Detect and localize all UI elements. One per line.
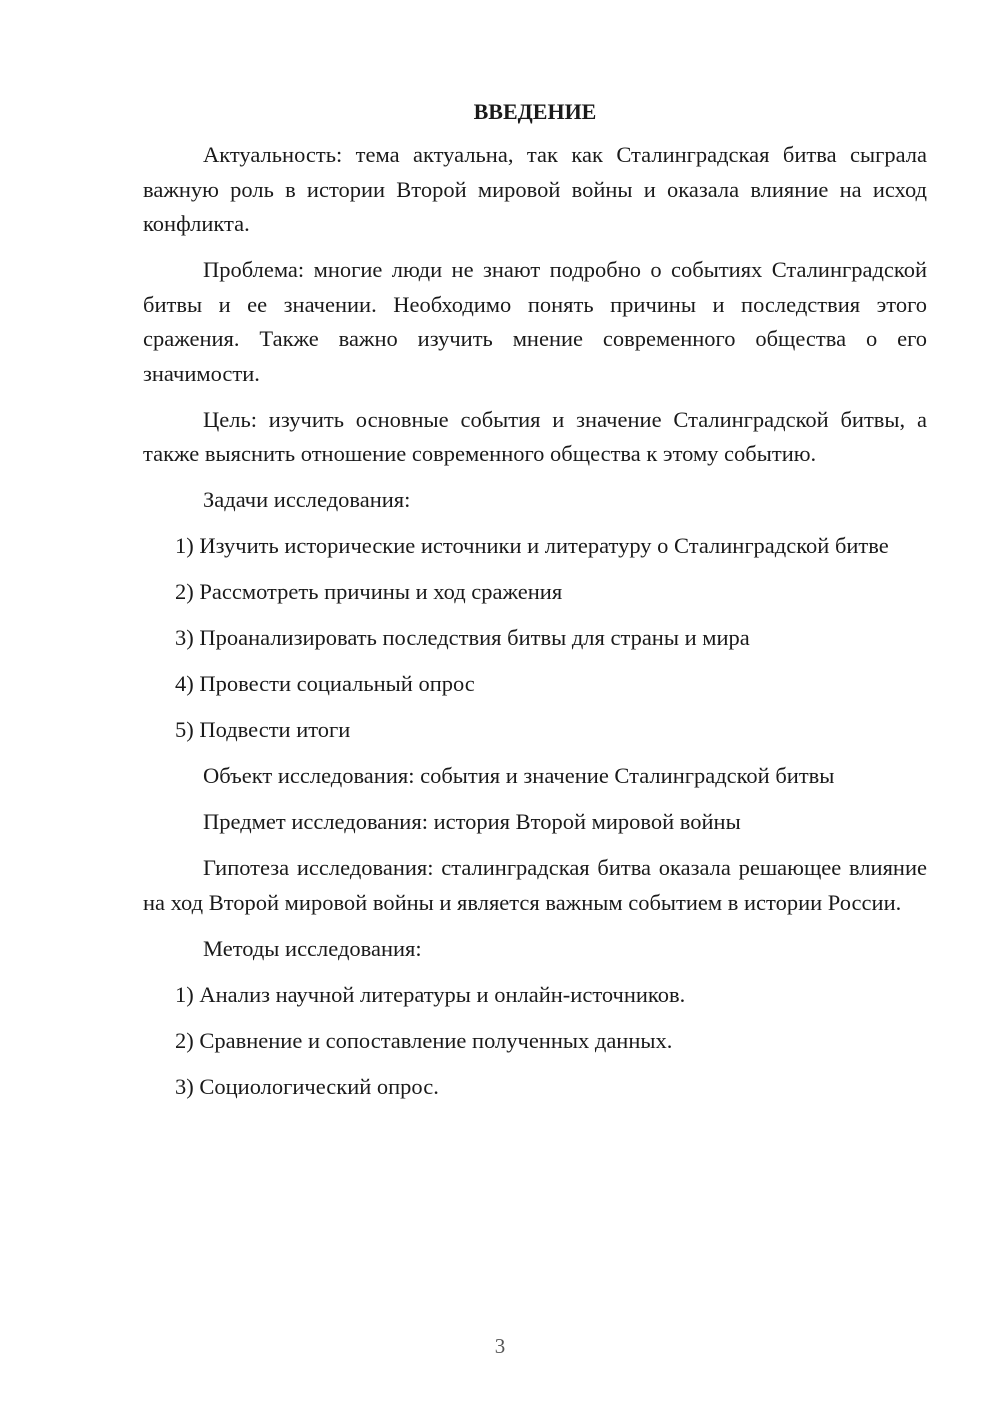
page-number: 3 (494, 1334, 506, 1358)
tasks-heading: Задачи исследования: (203, 487, 411, 512)
method-item-2: 2) Сравнение и сопоставление полученных данных. (175, 1027, 673, 1053)
task-item-1: 1) Изучить исторические источники и литературу о Сталинградской битве (175, 533, 889, 558)
research-object: Объект исследования: события и значение Сталинградской битвы (203, 763, 835, 788)
methods-heading: Методы исследования: (203, 935, 422, 961)
page-title: ВВЕДЕНИЕ (473, 99, 597, 124)
task-item-2: 2) Рассмотреть причины и ход сражения (175, 579, 563, 604)
task-item-3: 3) Проанализировать последствия битвы для страны и мира (175, 625, 750, 650)
method-item-3: 3) Социологический опрос. (175, 1073, 439, 1099)
paragraph-relevance: Актуальность: тема актуальна, так как Сталинградская битва сыграла важную роль в истории Второй мировой войны и оказала влияние на исход конфликта. (143, 142, 927, 236)
method-item-1: 1) Анализ научной литературы и онлайн-источников. (175, 981, 686, 1007)
research-hypothesis: Гипотеза исследования: сталинградская битва оказала решающее влияние на ход Второй мировой войны и является важным событием в истории России. (143, 855, 927, 915)
research-subject: Предмет исследования: история Второй мировой войны (203, 809, 741, 834)
paragraph-problem: Проблема: многие люди не знают подробно о событиях Сталинградской битвы и ее значении. Необходимо понять причины и последствия этого сражения. Также важно изучить мнение современного общества о его значимости. (143, 257, 927, 386)
paragraph-goal: Цель: изучить основные события и значение Сталинградской битвы, а также выяснить отношение современного общества к этому событию. (143, 406, 927, 466)
page-content (143, 97, 927, 1116)
task-item-4: 4) Провести социальный опрос (175, 671, 475, 696)
task-item-5: 5) Подвести итоги (175, 717, 351, 742)
